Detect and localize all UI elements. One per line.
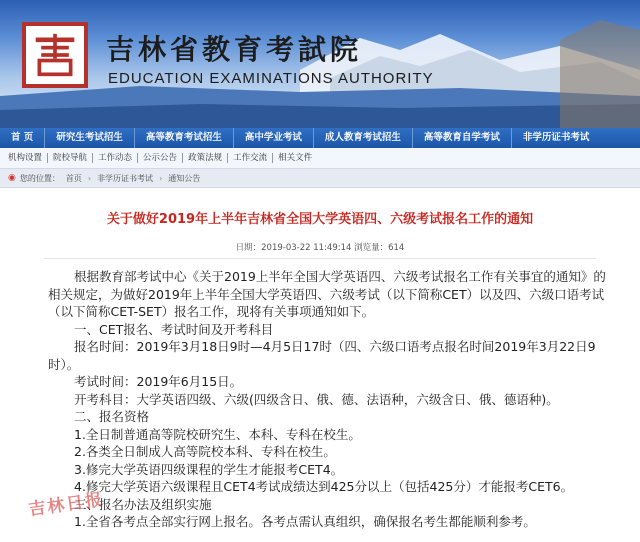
subnav-item-announcements[interactable]: 公示公告 — [138, 153, 183, 163]
article-body — [48, 268, 608, 531]
nav-item-non-degree[interactable]: 非学历证书考试 — [522, 132, 590, 143]
nav-item-higher-ed[interactable]: 高等教育考试招生 — [135, 128, 234, 148]
site-subtitle: EDUCATION EXAMINATIONS AUTHORITY — [108, 70, 434, 87]
subnav-item-news[interactable]: 工作动态 — [93, 153, 138, 163]
nav-item-high-school[interactable]: 高中学业考试 — [234, 128, 314, 148]
article-title: 关于做好2019年上半年吉林省全国大学英语四、六级考试报名工作的通知 — [106, 212, 534, 227]
breadcrumb-notices[interactable]: 通知公告 — [168, 173, 201, 183]
article-paragraph: 考试时间：2019年6月15日。 — [74, 374, 243, 389]
subnav-item-documents[interactable]: 相关文件 — [278, 153, 313, 163]
article-paragraph: 报名时间：2019年3月18日9时—4月5日17时（四、六级口语考点报名时间2019年3月22日9时）。 — [48, 339, 596, 372]
nav-item-graduate[interactable]: 研究生考试招生 — [45, 128, 135, 148]
article-paragraph: 1.全省各考点全部实行网上报名。各考点需认真组织，确保报名考生都能顺利参考。 — [74, 514, 536, 529]
article-paragraph: 一、CET报名、考试时间及开考科目 — [74, 321, 274, 337]
breadcrumb-separator: › — [87, 173, 92, 183]
nav-item-home[interactable]: 首 页 — [0, 128, 45, 148]
nav-item-adult-ed[interactable]: 成人教育考试招生 — [314, 128, 413, 148]
watermark: 吉林日报 — [27, 489, 106, 521]
location-pin-icon: ◉ — [8, 173, 16, 183]
subnav-item-exchange[interactable]: 工作交流 — [228, 153, 273, 163]
site-logo[interactable] — [22, 22, 88, 88]
article-paragraph: 1.全日制普通高等院校研究生、本科、专科在校生。 — [74, 426, 361, 442]
breadcrumb-separator: › — [159, 173, 163, 183]
site-title: 吉林省教育考試院 — [106, 33, 363, 66]
subnav-item-organization[interactable]: 机构设置 — [0, 153, 48, 163]
sub-nav — [0, 148, 640, 169]
article-meta: 日期：2019-03-22 11:49:14 浏览量：614 — [235, 243, 405, 253]
subnav-item-policies[interactable]: 政策法规 — [183, 153, 228, 163]
article-paragraph: 根据教育部考试中心《关于2019上半年全国大学英语四、六级考试报名工作有关事宜的通知》的相关规定，为做好2019年上半年全国大学英语四、六级考试（以下简称CET）以及四、六级口语考试（以下简称CET-SET）报名工作，现将有关事项通知如下。 — [48, 269, 606, 319]
exam-authority-seal-icon — [32, 32, 78, 78]
divider — [44, 258, 596, 259]
article-paragraph: 三、报名办法及组织实施 — [74, 496, 212, 512]
subnav-item-colleges[interactable]: 院校导航 — [48, 153, 93, 163]
article-paragraph: 二、报名资格 — [74, 409, 150, 424]
nav-item-self-study[interactable]: 高等教育自学考试 — [413, 128, 512, 148]
main-nav — [0, 128, 640, 148]
breadcrumb-prefix: 您的位置： — [19, 173, 60, 183]
breadcrumb-home[interactable]: 首页 — [65, 173, 82, 183]
breadcrumb-non-degree[interactable]: 非学历证书考试 — [97, 173, 154, 183]
article-paragraph: 3.修完大学英语四级课程的学生才能报考CET4。 — [74, 461, 344, 477]
article-paragraph: 2.各类全日制成人高等院校本科、专科在校生。 — [74, 444, 336, 459]
breadcrumb — [0, 169, 640, 188]
article-paragraph: 4.修完大学英语六级课程且CET4考试成绩达到425分以上（包括425分）才能报考CET6。 — [74, 479, 574, 494]
article-paragraph: 开考科目：大学英语四级、六级(四级含日、俄、德、法语种，六级含日、俄、德语种)。 — [74, 391, 559, 407]
header-banner — [0, 0, 640, 128]
